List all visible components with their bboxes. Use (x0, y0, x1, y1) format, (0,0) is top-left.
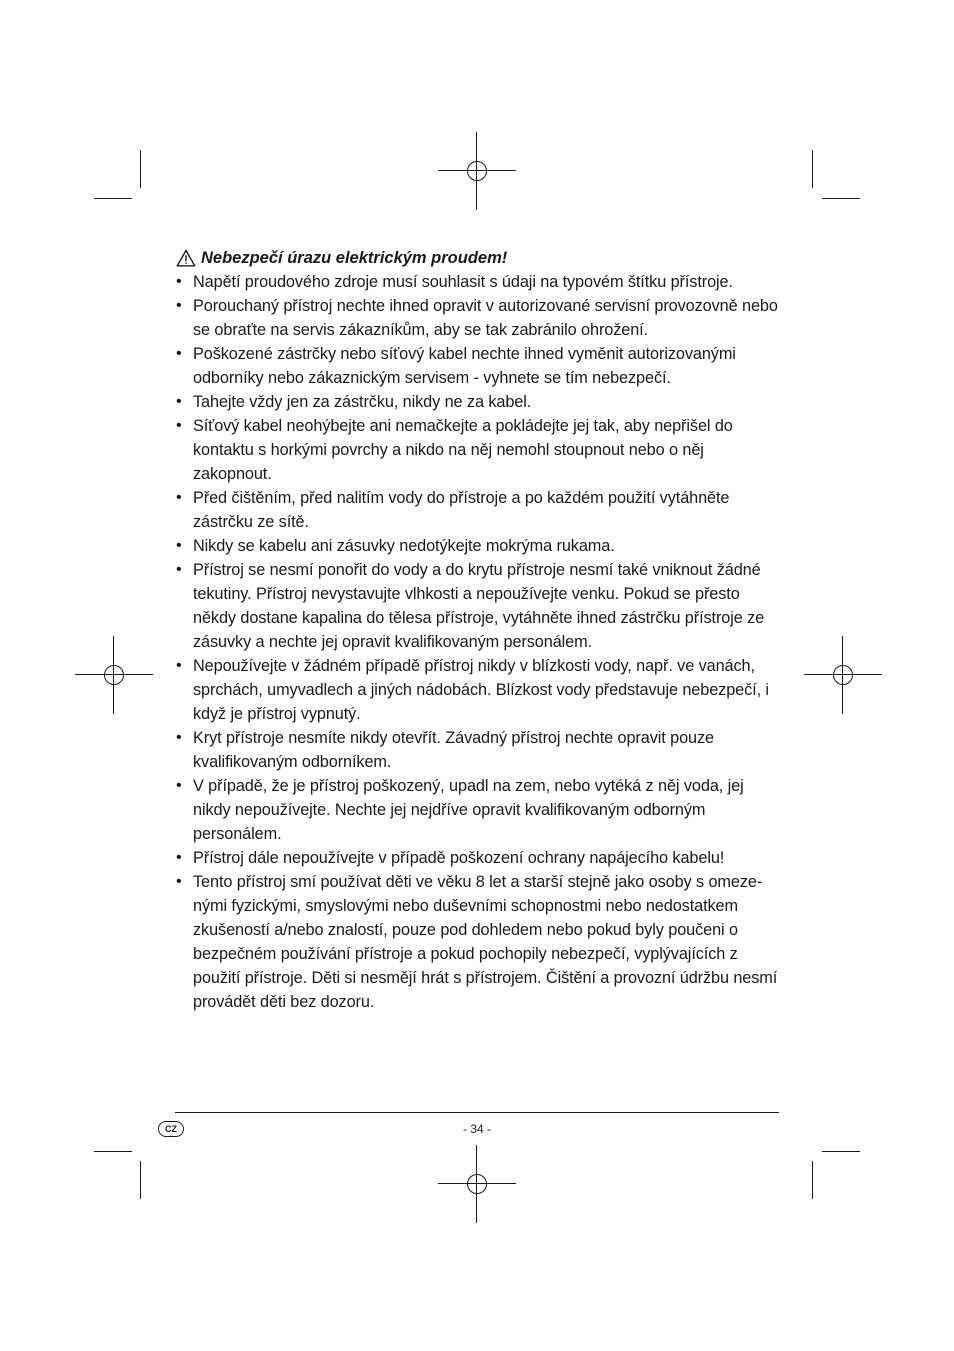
crop-mark (822, 1151, 860, 1152)
warning-triangle-icon (176, 249, 196, 267)
crop-mark (140, 1161, 141, 1199)
list-item-text: Poškozené zástrčky nebo síťový kabel nechte ihned vyměnit autorizovanými odborníky nebo zákaznickým servisem - vyhnete se tím nebezpečí. (193, 345, 736, 387)
list-item-text: Tahejte vždy jen za zástrčku, nikdy ne za kabel. (193, 393, 532, 411)
list-item (176, 342, 782, 390)
registration-mark-icon (804, 636, 882, 714)
list-item-text: Nepoužívejte v žádném případě přístroj nikdy v blízkosti vody, např. ve vanách, sprchách, umyvadlech a jiných nádobách. Blízkost vody představuje nebezpečí, i když je přístroj vypnutý. (193, 657, 769, 723)
registration-mark-icon (438, 132, 516, 210)
bullet: • (176, 489, 182, 506)
list-item (176, 774, 782, 846)
bullet: • (176, 561, 182, 578)
list-item (176, 390, 782, 414)
bullet: • (176, 393, 182, 410)
list-item-text: Kryt přístroje nesmíte nikdy otevřít. Závadný přístroj nechte opravit pouze kvalifikovaným odborníkem. (193, 729, 714, 771)
language-badge: CZ (158, 1121, 184, 1137)
bullet: • (176, 297, 182, 314)
section-heading (176, 246, 782, 270)
bullet: • (176, 873, 182, 890)
bullet: • (176, 849, 182, 866)
safety-section (176, 246, 782, 1014)
section-heading-text: Nebezpečí úrazu elektrickým proudem! (201, 249, 508, 267)
bullet: • (176, 273, 182, 290)
list-item-text: Přístroj dále nepoužívejte v případě poškození ochrany napájecího kabelu! (193, 849, 725, 867)
crop-mark (812, 150, 813, 188)
bullet: • (176, 345, 182, 362)
bullet: • (176, 777, 182, 794)
list-item (176, 558, 782, 654)
crop-mark (822, 198, 860, 199)
list-item (176, 270, 782, 294)
footer-divider (175, 1112, 779, 1113)
bullet: • (176, 537, 182, 554)
list-item (176, 486, 782, 534)
registration-mark-icon (438, 1145, 516, 1223)
list-item-text: Síťový kabel neohýbejte ani nemačkejte a pokládejte jej tak, aby nepřišel do kontaktu s horkými povrchy a nikdo na něj nemohl stoupnout nebo o něj zakopnout. (193, 417, 733, 483)
bullet: • (176, 729, 182, 746)
list-item-text: Napětí proudového zdroje musí souhlasit s údaji na typovém štítku přístroje. (193, 273, 733, 291)
crop-mark (94, 1151, 132, 1152)
list-item (176, 414, 782, 486)
safety-list (176, 270, 782, 1014)
list-item-text: Před čištěním, před nalitím vody do přístroje a po každém použití vytáhněte zástrčku ze sítě. (193, 489, 730, 531)
crop-mark (94, 198, 132, 199)
list-item-text: Přístroj se nesmí ponořit do vody a do krytu přístroje nesmí také vniknout žádné tekutiny. Přístroj nevystavujte vlhkosti a nepoužívejte venku. Pokud se přesto někdy dostane kapalina do tělesa přístroje, vytáhněte ihned zástrčku přístroje ze zásuvky a nechte jej opravit kvalifikovaným personálem. (193, 561, 765, 651)
registration-mark-icon (75, 636, 153, 714)
crop-mark (812, 1161, 813, 1199)
list-item-text: Porouchaný přístroj nechte ihned opravit v autorizované servisní provozovně nebo se obraťte na servis zákazníkům, aby se tak zabránilo ohrožení. (193, 297, 778, 339)
list-item (176, 654, 782, 726)
crop-mark (140, 150, 141, 188)
bullet: • (176, 417, 182, 434)
list-item-text: Nikdy se kabelu ani zásuvky nedotýkejte mokrýma rukama. (193, 537, 615, 555)
bullet: • (176, 657, 182, 674)
list-item (176, 726, 782, 774)
page-number: - 34 - (462, 1122, 491, 1136)
list-item (176, 846, 782, 870)
list-item (176, 294, 782, 342)
list-item-text: Tento přístroj smí používat děti ve věku 8 let a starší stejně jako osoby s omeze-nými fyzickými, smyslovými nebo duševními schopnostmi nebo nedostatkem zkušeností a/nebo znalostí, pouze pod dohledem nebo pokud byly poučeni o bezpečném používání přístroje a pokud pochopily nebezpečí, vyplývajících z použití přístroje. Děti si nesmějí hrát s přístrojem. Čištění a provozní údržbu nesmí provádět děti bez dozoru. (193, 873, 778, 1011)
list-item (176, 870, 782, 1014)
list-item-text: V případě, že je přístroj poškozený, upadl na zem, nebo vytéká z něj voda, jej nikdy nepoužívejte. Nechte jej nejdříve opravit kvalifikovaným odborným personálem. (193, 777, 744, 843)
list-item (176, 534, 782, 558)
